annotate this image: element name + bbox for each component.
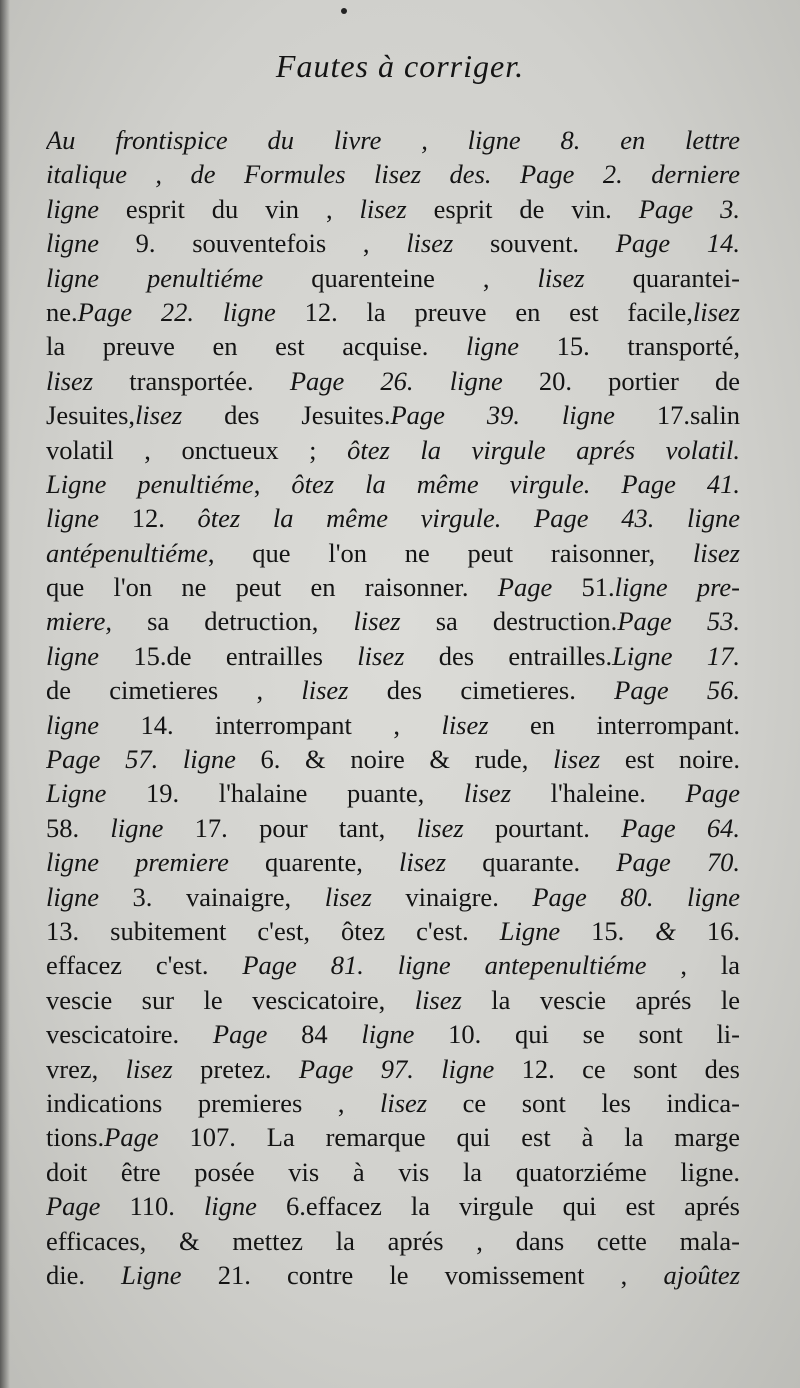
italic-run: lisez xyxy=(357,640,405,671)
italic-run: lisez xyxy=(359,193,407,224)
roman-run: esprit du vin , xyxy=(99,193,360,224)
roman-run: 110. xyxy=(100,1191,204,1222)
roman-run: de cimetieres , xyxy=(46,675,302,706)
italic-run: ligne penultiéme xyxy=(46,262,264,293)
text-line xyxy=(46,329,740,363)
roman-run: Jesuites, xyxy=(46,400,136,431)
roman-run: , que l'on ne peut raisonner, xyxy=(207,537,693,568)
italic-run: Page 3. xyxy=(638,193,740,224)
roman-run: 10. qui se sont li- xyxy=(414,1019,740,1050)
roman-run: la preuve en est acquise. xyxy=(46,331,466,362)
roman-run: 14. interrompant , xyxy=(99,709,442,740)
italic-run: Au frontispice du livre , ligne 8. en lettre xyxy=(46,125,740,155)
roman-run: vescie sur le vescicatoire, xyxy=(46,984,415,1015)
roman-run: des entrailles. xyxy=(404,640,613,671)
italic-run: Page 26. ligne xyxy=(289,365,503,396)
roman-run: quarente, xyxy=(228,847,399,878)
italic-run: ligne xyxy=(361,1019,415,1050)
roman-run: en interrompant. xyxy=(488,709,740,740)
italic-run: ligne xyxy=(46,228,99,259)
text-line xyxy=(46,364,740,398)
italic-run: miere, xyxy=(46,606,112,637)
text-line xyxy=(46,536,740,570)
roman-run: des cimetieres. xyxy=(348,675,615,706)
text-line xyxy=(46,1189,740,1223)
roman-run: 15.de entrailles xyxy=(99,640,358,671)
italic-run: Page xyxy=(46,1191,101,1222)
text-line xyxy=(46,501,740,535)
roman-run: 15. xyxy=(560,915,656,946)
italic-run: lisez xyxy=(416,812,464,843)
text-line xyxy=(46,604,740,638)
text-line xyxy=(46,123,740,157)
italic-run: lisez xyxy=(692,537,740,568)
italic-run: Page 80. ligne xyxy=(532,881,740,912)
text-line xyxy=(46,948,740,982)
italic-run: ligne xyxy=(46,640,99,671)
roman-run: pretez. xyxy=(172,1053,299,1084)
roman-run: indications premieres , xyxy=(46,1087,380,1118)
italic-run: ôtez la même virgule. Page 43. ligne xyxy=(197,503,740,534)
italic-run: Ligne 17. xyxy=(612,640,740,671)
roman-run: doit être posée vis à vis la quatorziéme ligne. xyxy=(46,1156,740,1187)
italic-run: lisez xyxy=(125,1053,173,1084)
text-line xyxy=(46,295,740,329)
italic-run: ligne premiere xyxy=(46,847,229,878)
roman-run: vinaigre. xyxy=(371,881,533,912)
italic-run: Page 81. ligne antepenultiéme xyxy=(242,950,647,981)
italic-run: Page 56. xyxy=(614,675,740,706)
roman-run: 6. & noire & rude, xyxy=(235,744,554,775)
italic-run: lisez xyxy=(353,606,401,637)
roman-run: 51. xyxy=(552,572,615,603)
roman-run: vescicatoire. xyxy=(46,1019,213,1050)
italic-run: italique , de Formules lisez des. Page 2. derniere xyxy=(46,159,740,190)
roman-run: souvent. xyxy=(453,228,616,259)
text-line xyxy=(46,776,740,810)
roman-run: pourtant. xyxy=(463,812,622,843)
roman-run: 21. contre le vomissement , xyxy=(181,1259,664,1290)
italic-run: ligne xyxy=(203,1191,257,1222)
italic-run: Ligne xyxy=(46,778,107,809)
roman-run: ce sont les indica- xyxy=(427,1087,740,1118)
roman-run: vrez, xyxy=(46,1053,126,1084)
roman-run: 58. xyxy=(46,812,111,843)
roman-run: 17. pour tant, xyxy=(163,812,417,843)
text-line xyxy=(46,811,740,845)
text-line xyxy=(46,1052,740,1086)
text-line xyxy=(46,1155,740,1189)
roman-run: ne. xyxy=(46,296,78,327)
roman-run: quarenteine , xyxy=(263,262,538,293)
roman-run: transportée. xyxy=(93,365,290,396)
text-line xyxy=(46,639,740,673)
italic-run: lisez xyxy=(537,262,585,293)
roman-run: esprit de vin. xyxy=(406,193,639,224)
italic-run: ligne xyxy=(110,812,164,843)
italic-run: lisez xyxy=(692,296,740,327)
roman-run: 6.effacez la virgule qui est aprés xyxy=(256,1191,740,1222)
text-line xyxy=(46,570,740,604)
italic-run: lisez xyxy=(46,365,94,396)
italic-run: ligne xyxy=(46,709,99,740)
text-line xyxy=(46,1086,740,1120)
roman-run: 107. La remarque qui est à la marge xyxy=(158,1122,740,1153)
italic-run: lisez xyxy=(406,228,454,259)
italic-run: lisez xyxy=(135,400,183,431)
text-line xyxy=(46,708,740,742)
italic-run: ôtez la même virgule. Page 41. xyxy=(291,468,740,499)
text-line xyxy=(46,226,740,260)
text-line xyxy=(46,433,740,467)
roman-run: des Jesuites. xyxy=(182,400,391,431)
italic-run: ligne xyxy=(46,193,99,224)
roman-run: 16. xyxy=(675,915,740,946)
roman-run: tions. xyxy=(46,1122,105,1153)
roman-run: die. xyxy=(46,1259,122,1290)
roman-run: 12. la preuve en est facile, xyxy=(275,296,693,327)
italic-run: lisez xyxy=(324,881,372,912)
italic-run: ligne xyxy=(465,331,519,362)
roman-run: 3. vainaigre, xyxy=(99,881,325,912)
italic-run: Page 22. ligne xyxy=(77,296,276,327)
italic-run: Page 39. ligne xyxy=(390,400,615,431)
page-title: Fautes à corriger. xyxy=(275,48,525,84)
text-line xyxy=(46,983,740,1017)
roman-run: efficaces, & mettez la aprés , dans cette mala- xyxy=(46,1225,740,1256)
errata-text xyxy=(46,123,740,1292)
roman-run: l'haleine. xyxy=(511,778,686,809)
text-line xyxy=(46,1120,740,1154)
italic-run: lisez xyxy=(553,744,601,775)
italic-run: ligne xyxy=(46,881,99,912)
roman-run: effacez c'est. xyxy=(46,950,243,981)
text-line xyxy=(46,261,740,295)
italic-run: Page 70. xyxy=(616,847,740,878)
italic-run: lisez xyxy=(414,984,462,1015)
italic-run: Ligne penultiéme xyxy=(46,468,254,499)
italic-run: Ligne xyxy=(121,1259,182,1290)
italic-run: Page xyxy=(685,778,740,809)
italic-run: Page 64. xyxy=(621,812,740,843)
italic-run: Page 97. ligne xyxy=(298,1053,495,1084)
italic-run: ôtez la virgule aprés volatil. xyxy=(347,434,740,465)
italic-run: ajoûtez xyxy=(663,1259,740,1290)
roman-run: 17.salin xyxy=(614,400,740,431)
text-line xyxy=(46,1017,740,1051)
roman-run: 20. portier de xyxy=(502,365,740,396)
italic-run: lisez xyxy=(301,675,349,706)
italic-run: lisez xyxy=(441,709,489,740)
roman-run: est noire. xyxy=(600,744,740,775)
italic-run: lisez xyxy=(399,847,447,878)
text-line xyxy=(46,157,740,191)
roman-run: sa detruction, xyxy=(111,606,354,637)
text-line xyxy=(46,742,740,776)
italic-run: lisez xyxy=(380,1087,428,1118)
italic-run: Page 14. xyxy=(615,228,740,259)
roman-run: 13. subitement c'est, ôtez c'est. xyxy=(46,915,500,946)
italic-run: lisez xyxy=(463,778,512,809)
roman-run: 12. xyxy=(99,503,198,534)
italic-run: Page 57. ligne xyxy=(46,744,236,775)
roman-run: 84 xyxy=(267,1019,362,1050)
roman-run: volatil , onctueux ; xyxy=(46,434,348,465)
text-line xyxy=(46,398,740,432)
text-line xyxy=(46,1258,740,1292)
roman-run: quarante. xyxy=(446,847,617,878)
text-line xyxy=(46,845,740,879)
text-line xyxy=(46,673,740,707)
italic-run: antépenultiéme xyxy=(46,537,208,568)
italic-run: Ligne xyxy=(499,915,561,946)
roman-run: , la xyxy=(646,950,740,981)
text-line xyxy=(46,192,740,226)
roman-run: sa destruction. xyxy=(400,606,618,637)
italic-run: Page xyxy=(212,1019,268,1050)
roman-run: quarantei- xyxy=(584,262,740,293)
italic-run: Page xyxy=(497,572,553,603)
text-line xyxy=(46,880,740,914)
text-line xyxy=(46,1224,740,1258)
italic-run: ligne pre- xyxy=(614,572,740,603)
roman-run: 15. transporté, xyxy=(518,331,740,362)
text-line xyxy=(46,914,740,948)
roman-run: 9. souventefois , xyxy=(99,228,407,259)
text-line xyxy=(46,467,740,501)
italic-run: Page xyxy=(104,1122,159,1153)
italic-run: Page 53. xyxy=(617,606,740,637)
roman-run: 12. ce sont des xyxy=(494,1053,740,1084)
roman-run: , xyxy=(253,468,292,499)
roman-run: que l'on ne peut en raisonner. xyxy=(46,572,498,603)
roman-run: 19. l'halaine puante, xyxy=(106,778,464,809)
italic-run: & xyxy=(655,915,676,946)
italic-run: ligne xyxy=(46,503,99,534)
roman-run: la vescie aprés le xyxy=(461,984,740,1015)
ink-dot xyxy=(341,8,347,14)
